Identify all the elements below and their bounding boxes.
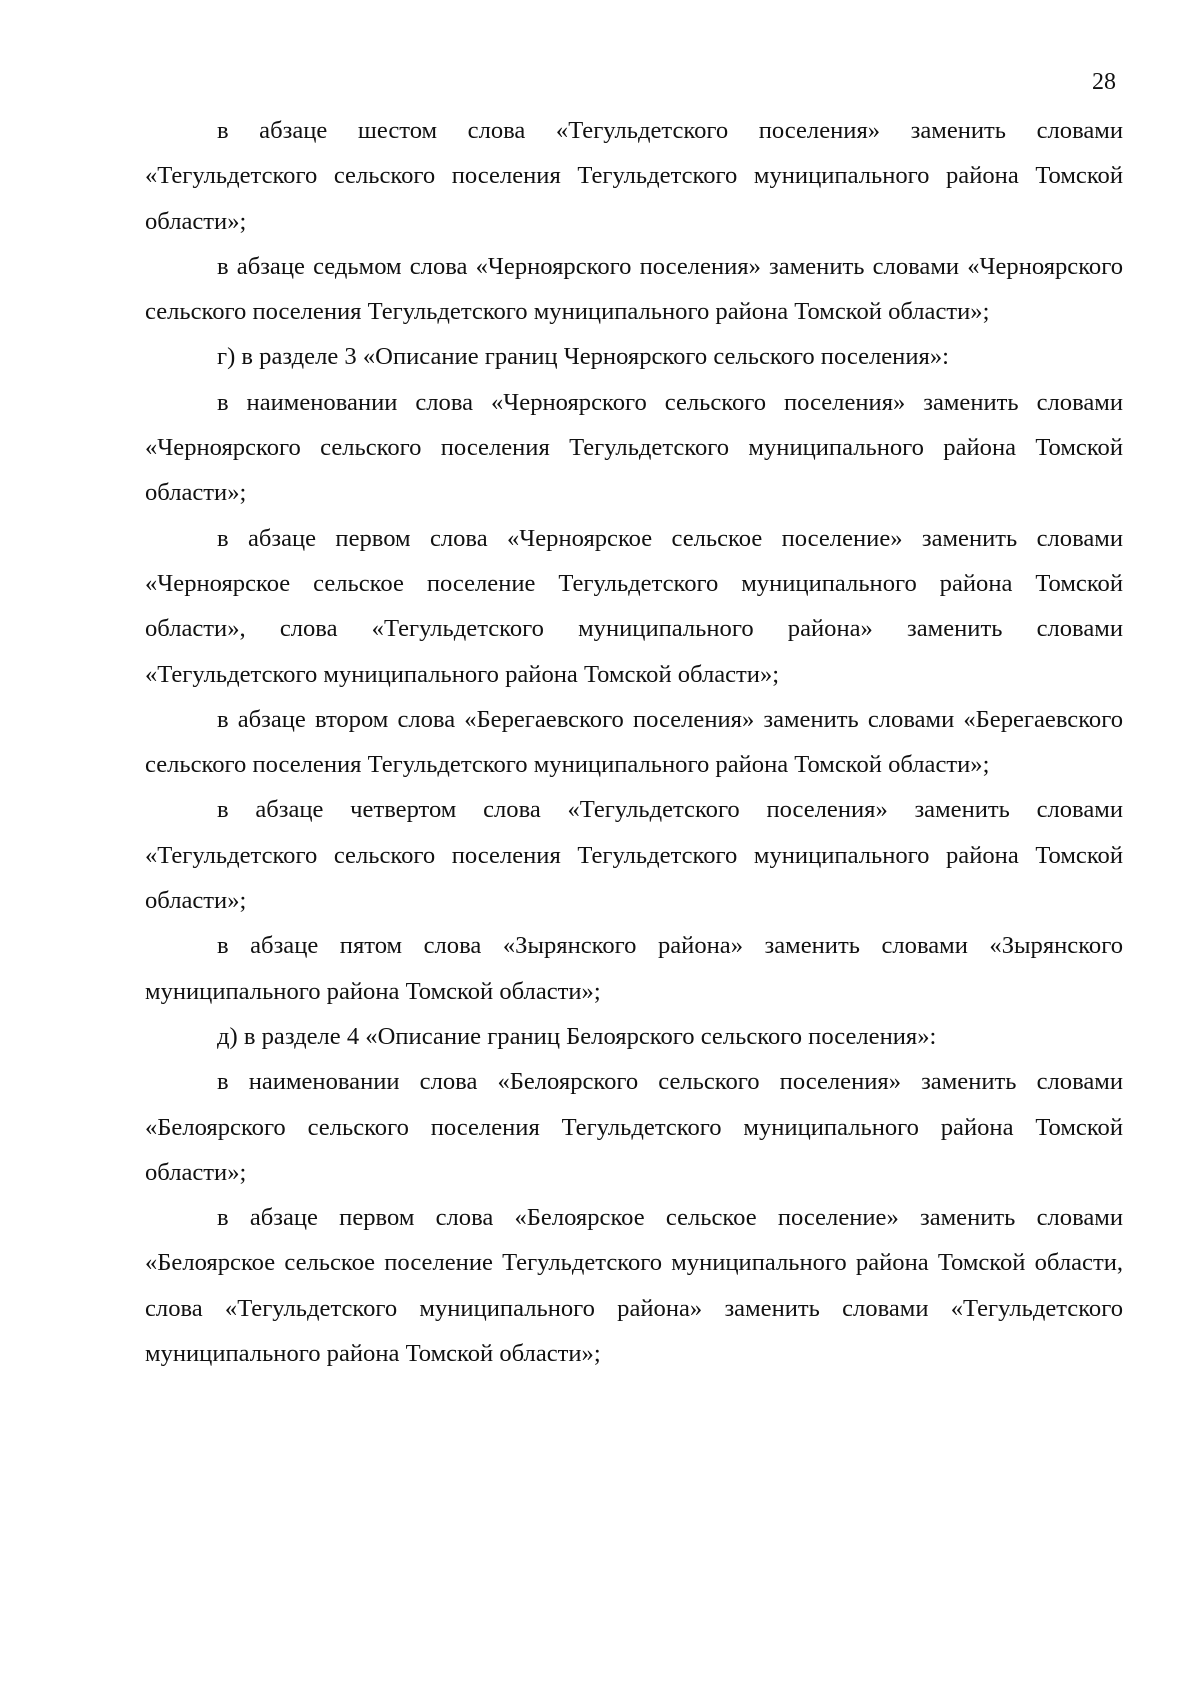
paragraph: в абзаце шестом слова «Тегульдетского поселения» заменить словами «Тегульдетского сельского поселения Тегульдетского муниципального района Томской области»; (145, 117, 1123, 235)
paragraph: в абзаце втором слова «Берегаевского поселения» заменить словами «Берегаевского сельского поселения Тегульдетского муниципального района Томской области»; (145, 705, 1123, 779)
paragraph: в абзаце пятом слова «Зырянского района» заменить словами «Зырянского муниципального района Томской области»; (145, 932, 1123, 1005)
paragraph: в абзаце первом слова «Черноярское сельское поселение» заменить словами «Черноярское сельское поселение Тегульдетского муниципального района Томской области», слова «Тегульдетского муниципального района» заменить словами «Тегульдетского муниципального района Томской области»; (145, 524, 1123, 688)
paragraph: в абзаце четвертом слова «Тегульдетского поселения» заменить словами «Тегульдетского сельского поселения Тегульдетского муниципального района Томской области»; (145, 796, 1123, 915)
paragraph: в наименовании слова «Белоярского сельского поселения» заменить словами «Белоярского сельского поселения Тегульдетского муниципального района Томской области»; (145, 1068, 1123, 1186)
paragraph: в абзаце седьмом слова «Черноярского поселения» заменить словами «Черноярского сельского поселения Тегульдетского муниципального района Томской области»; (145, 252, 1123, 326)
section-item-d: д) в разделе 4 «Описание границ Белоярского сельского поселения»: (217, 1022, 937, 1050)
paragraph: в наименовании слова «Черноярского сельского поселения» заменить словами «Черноярского сельского поселения Тегульдетского муниципального района Томской области»; (145, 388, 1123, 507)
page-number: 28 (1092, 69, 1116, 95)
paragraph: в абзаце первом слова «Белоярское сельское поселение» заменить словами «Белоярское сельское поселение Тегульдетского муниципального района Томской области, слова «Тегульдетского муниципального района» заменить словами «Тегульдетского муниципального района Томской области»; (145, 1204, 1123, 1368)
document-body (145, 108, 1123, 1376)
section-item-g: г) в разделе 3 «Описание границ Черноярского сельского поселения»: (217, 343, 949, 371)
